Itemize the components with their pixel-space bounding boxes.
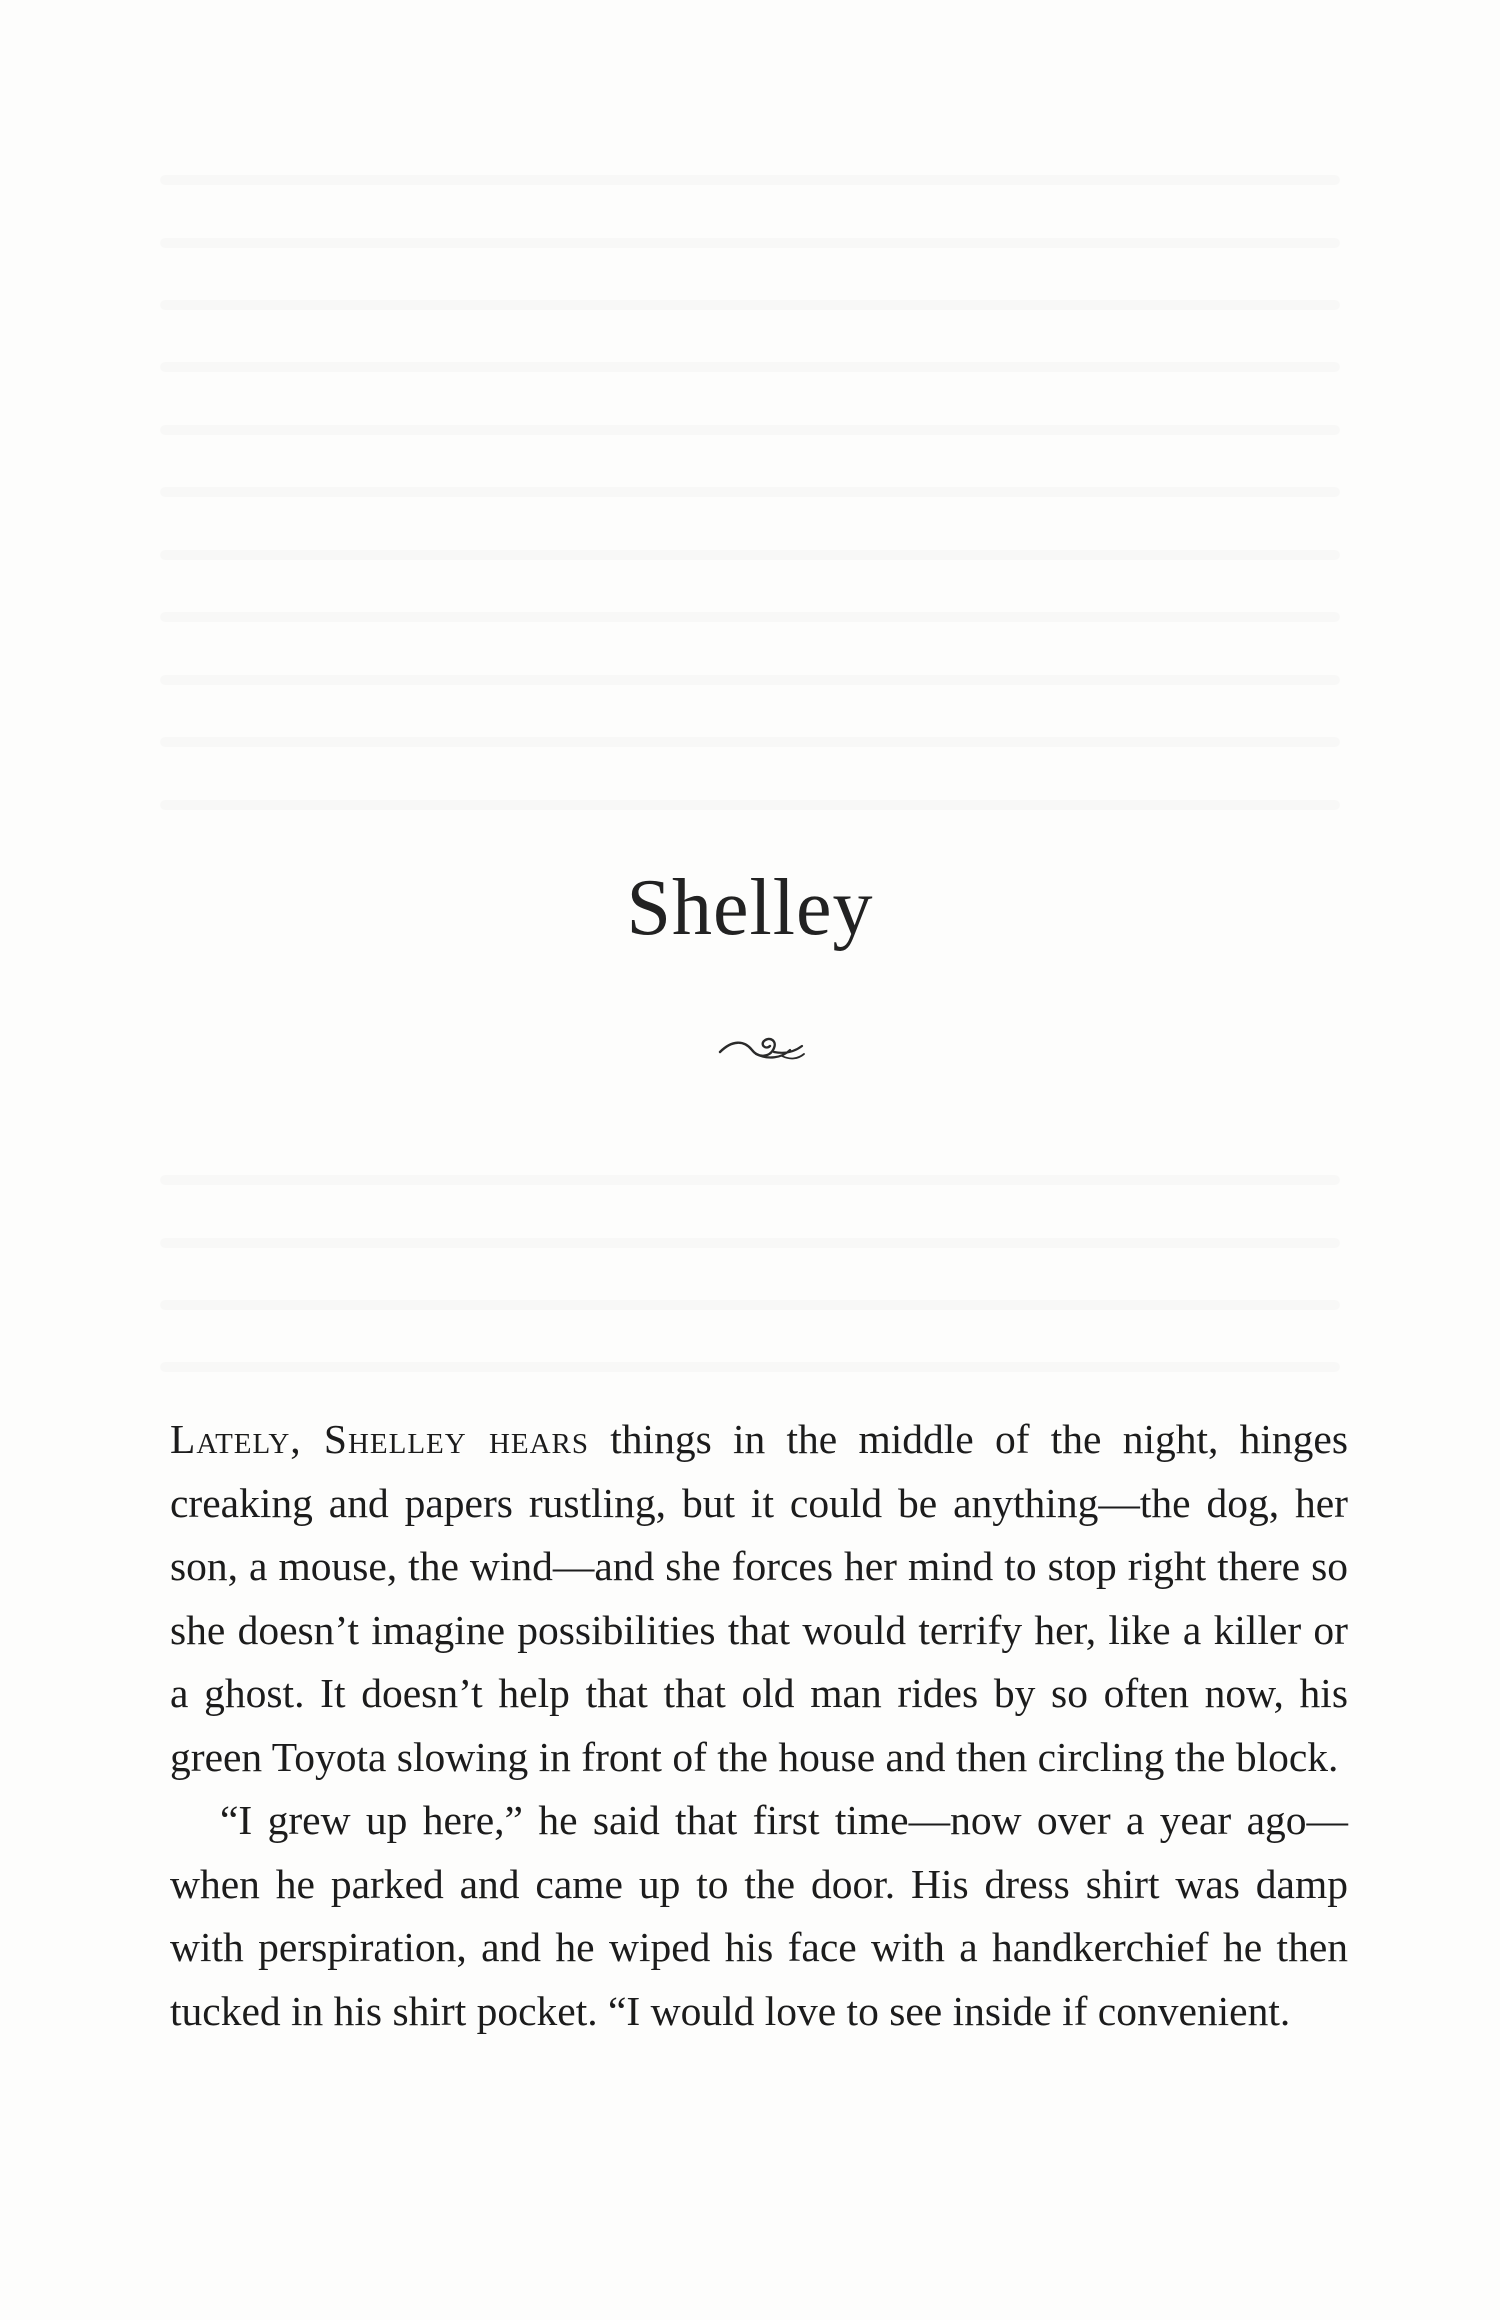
show-through-line xyxy=(160,1362,1340,1372)
show-through-line xyxy=(160,800,1340,810)
show-through-line xyxy=(160,550,1340,560)
paragraph-text: things in the middle of the night, hinges creaking and papers rustling, but it could be anything—the dog, her son, a mouse, the wind—and she forces her mind to stop right there so she doesn’t imagine possibilities that would terrify her, like a killer or a ghost. It doesn’t help that that old man rides by so often now, his green Toyota slowing in front of the house and then circling the block. xyxy=(170,1416,1348,1780)
show-through-line xyxy=(160,362,1340,372)
show-through-line xyxy=(160,1238,1340,1248)
show-through-line xyxy=(160,1300,1340,1310)
paragraph-2: “I grew up here,” he said that first time—now over a year ago—when he parked and came up to the door. His dress shirt was damp with perspiration, and he wiped his face with a handkerchief he then tucked in his shirt pocket. “I would love to see inside if convenient. xyxy=(170,1797,1348,2034)
show-through-line xyxy=(160,175,1340,185)
paragraph-1 xyxy=(170,1408,1348,1789)
chapter-title: Shelley xyxy=(626,864,874,952)
show-through-line xyxy=(160,238,1340,248)
show-through-line xyxy=(160,612,1340,622)
chapter-body xyxy=(170,1408,1348,2043)
show-through-line xyxy=(160,675,1340,685)
show-through-line xyxy=(160,425,1340,435)
show-through-line xyxy=(160,737,1340,747)
show-through-line xyxy=(160,487,1340,497)
show-through-line xyxy=(160,300,1340,310)
fleuron-icon xyxy=(716,1032,806,1066)
show-through-line xyxy=(160,1175,1340,1185)
opening-small-caps: Lately, Shelley hears xyxy=(170,1416,590,1462)
